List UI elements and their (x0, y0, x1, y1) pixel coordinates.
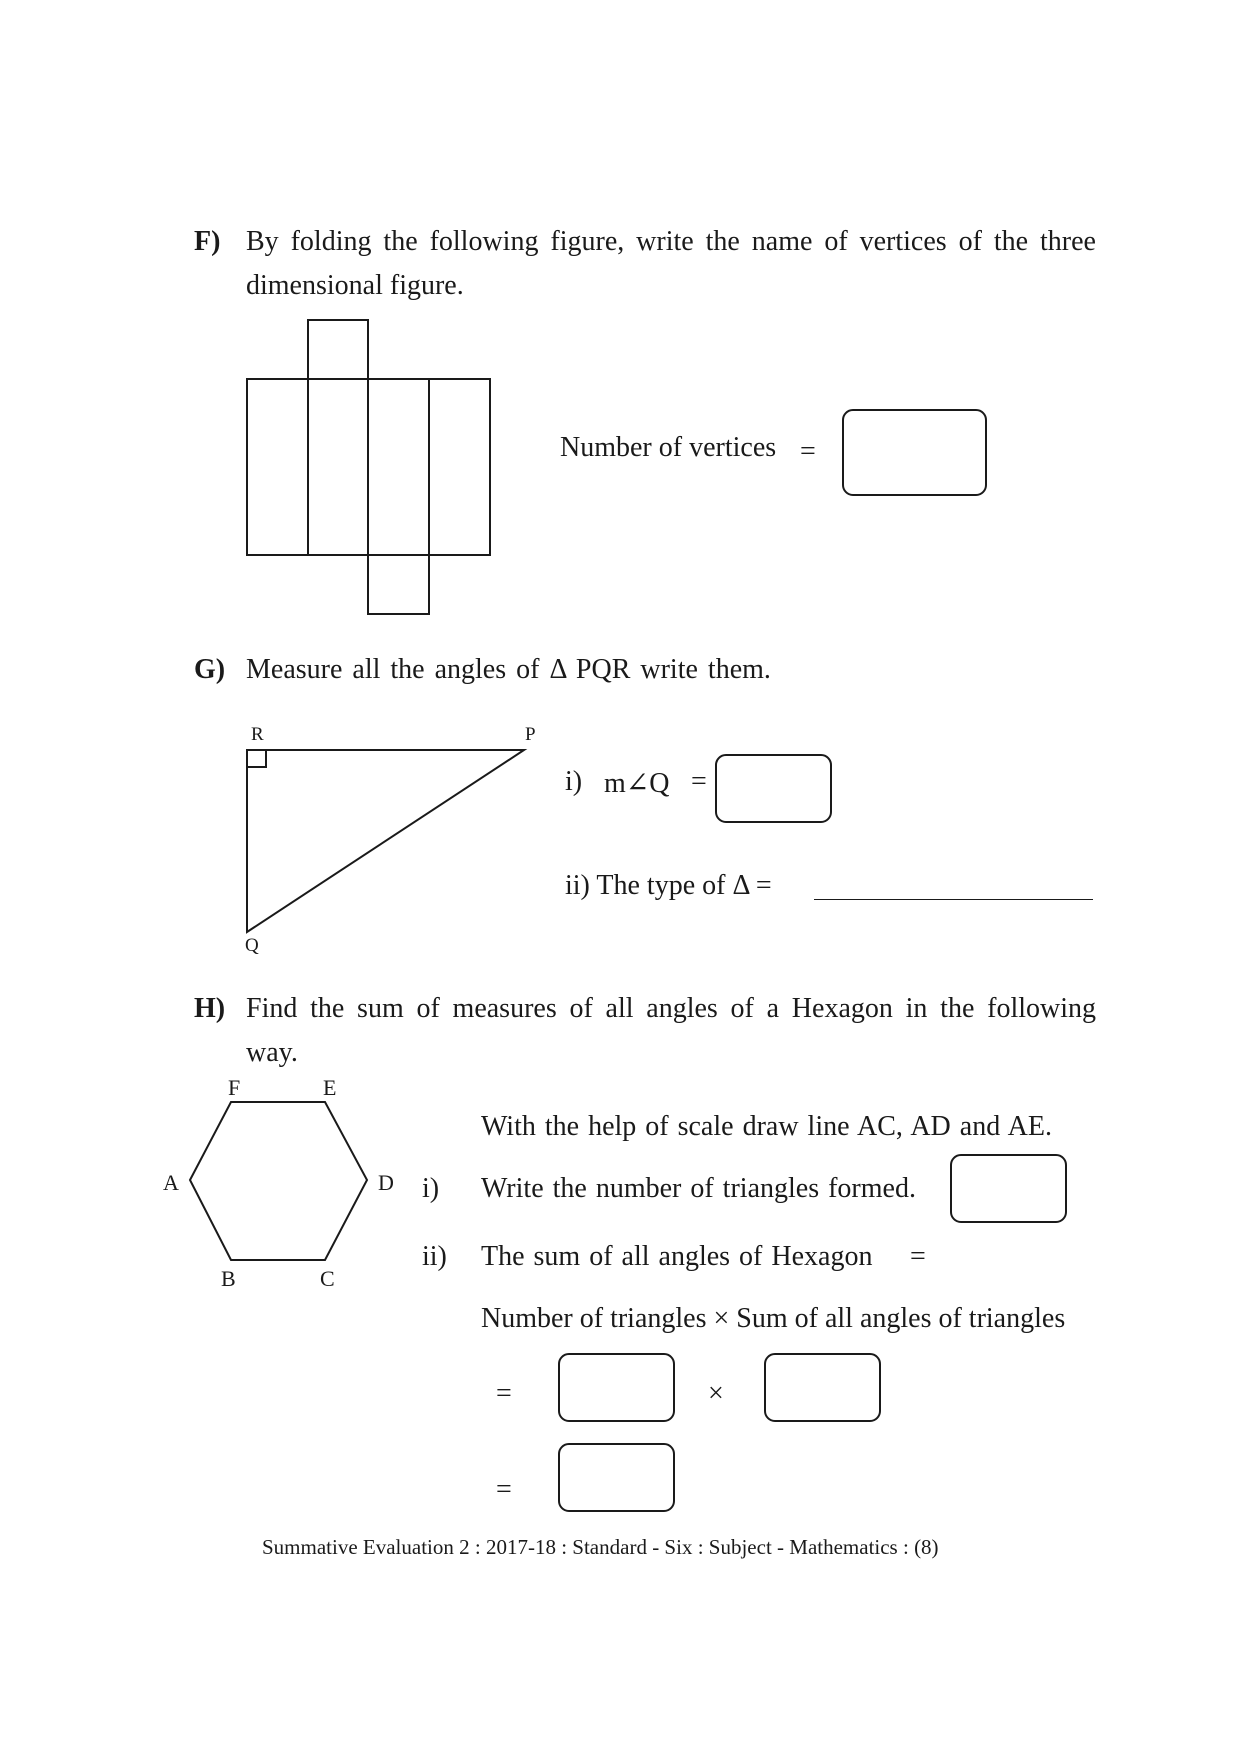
vertex-q-label: Q (245, 935, 259, 956)
vertex-p-label: P (525, 724, 536, 745)
h-item-ii-text: The sum of all angles of Hexagon (481, 1241, 873, 1272)
vertex-r-label: R (251, 724, 264, 745)
hex-vertex-d-label: D (378, 1170, 394, 1195)
product-equals: = (496, 1378, 512, 1409)
triangles-factor-answer-box[interactable] (558, 1353, 675, 1422)
question-g-label: G) (194, 654, 226, 685)
hex-vertex-c-label: C (320, 1266, 335, 1291)
h-item-ii-equals: = (910, 1241, 926, 1272)
question-h-text-line2: way. (246, 1037, 298, 1068)
question-f-label: F) (194, 226, 221, 257)
hex-vertex-f-label: F (228, 1075, 241, 1100)
angle-q-equals: = (691, 766, 707, 797)
g-item-i-label: i) (565, 766, 583, 797)
result-equals: = (496, 1474, 512, 1505)
triangles-count-answer-box[interactable] (950, 1154, 1067, 1223)
angle-q-label: m∠Q (604, 768, 670, 799)
angle-sum-factor-answer-box[interactable] (764, 1353, 881, 1422)
question-g-text: Measure all the angles of Δ PQR write them. (246, 654, 771, 685)
question-h-label: H) (194, 993, 226, 1024)
h-item-i-text: Write the number of triangles formed. (481, 1173, 916, 1204)
question-f-text-line1: By folding the following figure, write the name of vertices of the three (246, 226, 1096, 257)
h-item-ii-label: ii) (422, 1241, 447, 1272)
question-h-text-line1: Find the sum of measures of all angles of a Hexagon in the following (246, 993, 1096, 1024)
vertices-label: Number of vertices (560, 432, 777, 463)
hex-vertex-b-label: B (221, 1266, 236, 1291)
hex-vertex-e-label: E (323, 1075, 337, 1100)
multiply-sign: × (708, 1378, 724, 1409)
h-formula: Number of triangles × Sum of all angles of triangles (481, 1303, 1066, 1334)
hex-vertex-a-label: A (163, 1170, 179, 1195)
h-instruction: With the help of scale draw line AC, AD and AE. (481, 1111, 1052, 1142)
question-f-text-line2: dimensional figure. (246, 270, 464, 301)
h-item-i-label: i) (422, 1173, 440, 1204)
hexagon-angle-sum-answer-box[interactable] (558, 1443, 675, 1512)
page-footer: Summative Evaluation 2 : 2017-18 : Standard - Six : Subject - Mathematics : (8) (262, 1535, 939, 1559)
vertices-equals: = (800, 436, 816, 467)
g-item-ii-text: ii) The type of Δ = (565, 870, 772, 901)
